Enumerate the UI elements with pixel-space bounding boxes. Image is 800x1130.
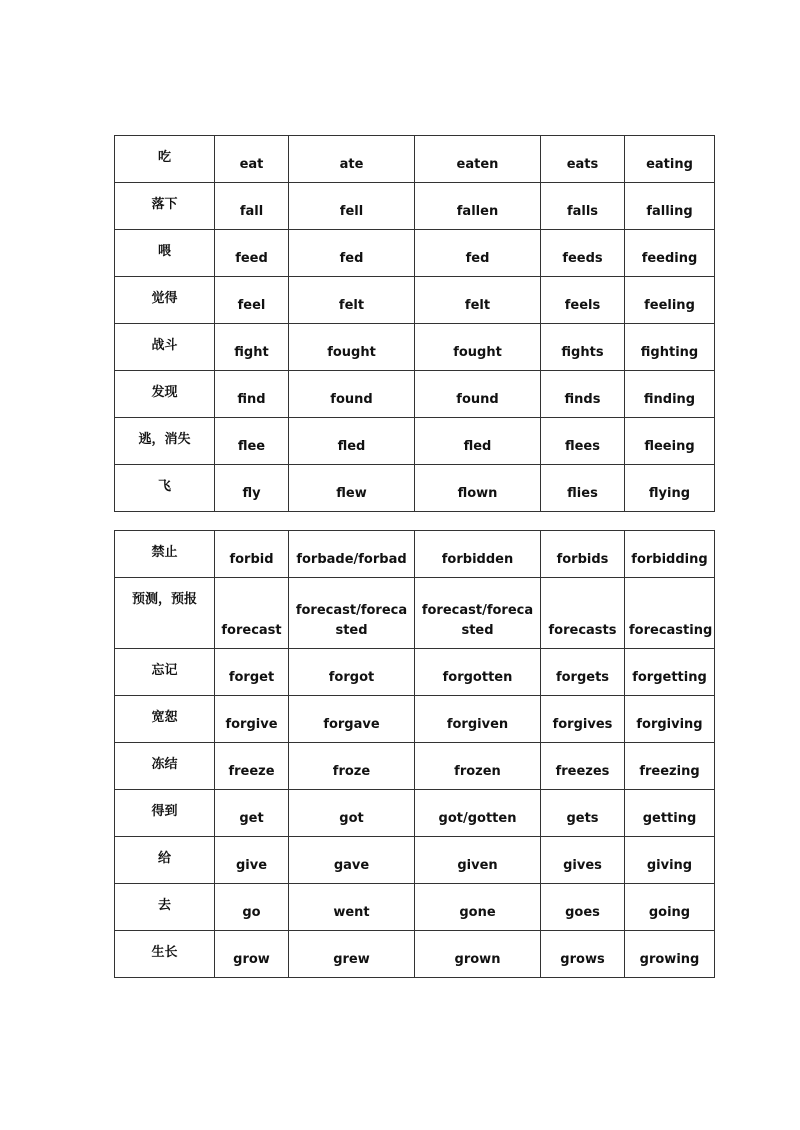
past-participle: forecast/forecasted: [421, 603, 534, 638]
past-participle-cell: [415, 136, 541, 183]
past-form-cell: [289, 696, 415, 743]
past-form: got: [339, 811, 364, 826]
past-form-cell: [289, 743, 415, 790]
meaning-text: 生长: [151, 945, 178, 960]
meaning-cell: [115, 696, 215, 743]
past-participle: forbidden: [441, 552, 514, 567]
ing-form: feeling: [644, 298, 695, 313]
third-person-cell: [541, 183, 625, 230]
ing-form-cell: [625, 465, 715, 512]
third-person-form: flees: [564, 439, 600, 454]
third-person-cell: [541, 884, 625, 931]
past-participle: forgiven: [446, 717, 509, 732]
past-participle: flown: [457, 486, 498, 501]
third-person-cell: [541, 277, 625, 324]
base-form: flee: [237, 439, 266, 454]
past-form: forbade/forbad: [296, 552, 407, 567]
meaning-cell: [115, 324, 215, 371]
third-person-form: eats: [566, 157, 599, 172]
past-form: grew: [333, 952, 370, 967]
ing-form: forecasting: [629, 623, 713, 638]
third-person-form: gets: [566, 811, 599, 826]
past-form: forgave: [323, 717, 380, 732]
ing-form: growing: [639, 952, 700, 967]
past-form: gave: [333, 858, 370, 873]
past-form: felt: [338, 298, 365, 313]
third-person-cell: [541, 371, 625, 418]
ing-form: feeding: [641, 251, 698, 266]
third-person-form: grows: [560, 952, 605, 967]
meaning-cell: [115, 230, 215, 277]
table-row: [115, 371, 715, 418]
third-person-cell: [541, 531, 625, 578]
past-participle-cell: [415, 790, 541, 837]
table-row: [115, 183, 715, 230]
past-form-cell: [289, 837, 415, 884]
meaning-cell: [115, 531, 215, 578]
base-form: feel: [237, 298, 266, 313]
ing-form: giving: [646, 858, 693, 873]
past-participle-cell: [415, 931, 541, 978]
base-form-cell: [215, 277, 289, 324]
past-form-cell: [289, 531, 415, 578]
past-participle-cell: [415, 696, 541, 743]
past-participle: given: [457, 858, 498, 873]
past-participle: fought: [453, 345, 502, 360]
past-participle: felt: [464, 298, 491, 313]
meaning-text: 飞: [157, 479, 171, 494]
base-form-cell: [215, 837, 289, 884]
verb-table-2: [114, 530, 715, 978]
table-row: [115, 578, 715, 649]
table-row: [115, 324, 715, 371]
past-participle-cell: [415, 418, 541, 465]
past-participle: got/gotten: [438, 811, 517, 826]
ing-form: freezing: [639, 764, 700, 779]
past-form: fed: [339, 251, 364, 266]
past-participle: grown: [454, 952, 501, 967]
past-participle: fled: [463, 439, 492, 454]
base-form: forbid: [229, 552, 274, 567]
past-participle: fed: [465, 251, 490, 266]
meaning-cell: [115, 884, 215, 931]
past-participle-cell: [415, 324, 541, 371]
meaning-cell: [115, 578, 215, 649]
past-form-cell: [289, 465, 415, 512]
third-person-form: falls: [566, 204, 599, 219]
past-form: froze: [332, 764, 371, 779]
meaning-cell: [115, 837, 215, 884]
past-form: ate: [339, 157, 364, 172]
past-participle-cell: [415, 277, 541, 324]
meaning-text: 逃，消失: [138, 432, 191, 447]
ing-form: finding: [643, 392, 696, 407]
past-form-cell: [289, 371, 415, 418]
past-form-cell: [289, 578, 415, 649]
past-participle-cell: [415, 183, 541, 230]
table-row: [115, 837, 715, 884]
past-form-cell: [289, 277, 415, 324]
ing-form: falling: [646, 204, 693, 219]
ing-form-cell: [625, 578, 715, 649]
meaning-text: 禁止: [151, 545, 178, 560]
past-form: fell: [339, 204, 364, 219]
base-form-cell: [215, 465, 289, 512]
base-form: freeze: [228, 764, 275, 779]
base-form-cell: [215, 578, 289, 649]
base-form: fight: [234, 345, 269, 360]
base-form-cell: [215, 371, 289, 418]
past-participle: frozen: [454, 764, 501, 779]
ing-form: forgiving: [636, 717, 703, 732]
base-form-cell: [215, 183, 289, 230]
ing-form-cell: [625, 931, 715, 978]
ing-form-cell: [625, 277, 715, 324]
ing-form-cell: [625, 531, 715, 578]
third-person-form: freezes: [555, 764, 610, 779]
past-participle-cell: [415, 743, 541, 790]
table-row: [115, 884, 715, 931]
meaning-text: 忘记: [151, 663, 178, 678]
table-row: [115, 230, 715, 277]
ing-form: getting: [642, 811, 697, 826]
third-person-cell: [541, 696, 625, 743]
table-row: [115, 136, 715, 183]
past-participle-cell: [415, 578, 541, 649]
past-form-cell: [289, 136, 415, 183]
verb-table-1: [114, 135, 715, 512]
third-person-form: forbids: [556, 552, 609, 567]
table-row: [115, 790, 715, 837]
table-row: [115, 418, 715, 465]
third-person-form: feeds: [562, 251, 603, 266]
past-participle: eaten: [456, 157, 499, 172]
third-person-cell: [541, 136, 625, 183]
meaning-cell: [115, 136, 215, 183]
third-person-cell: [541, 230, 625, 277]
base-form: forget: [228, 670, 275, 685]
table-row: [115, 649, 715, 696]
past-form: fled: [337, 439, 366, 454]
ing-form-cell: [625, 418, 715, 465]
past-participle: found: [456, 392, 499, 407]
table-row: [115, 465, 715, 512]
meaning-cell: [115, 790, 215, 837]
table-row: [115, 531, 715, 578]
third-person-form: forecasts: [548, 623, 617, 638]
meaning-text: 得到: [151, 804, 178, 819]
third-person-form: fights: [561, 345, 604, 360]
third-person-cell: [541, 931, 625, 978]
ing-form-cell: [625, 696, 715, 743]
ing-form: going: [648, 905, 691, 920]
past-form: found: [330, 392, 373, 407]
past-participle-cell: [415, 230, 541, 277]
base-form: forecast: [221, 623, 282, 638]
base-form-cell: [215, 418, 289, 465]
past-form-cell: [289, 884, 415, 931]
ing-form: forgetting: [632, 670, 707, 685]
ing-form-cell: [625, 884, 715, 931]
base-form: feed: [235, 251, 268, 266]
ing-form: eating: [646, 157, 693, 172]
third-person-cell: [541, 324, 625, 371]
base-form: eat: [239, 157, 264, 172]
past-form-cell: [289, 418, 415, 465]
past-participle-cell: [415, 531, 541, 578]
meaning-cell: [115, 743, 215, 790]
table-row: [115, 277, 715, 324]
meaning-text: 落下: [151, 197, 178, 212]
past-participle-cell: [415, 884, 541, 931]
meaning-text: 冻结: [151, 757, 178, 772]
third-person-form: forgives: [552, 717, 613, 732]
past-participle-cell: [415, 837, 541, 884]
past-participle: fallen: [456, 204, 499, 219]
base-form: go: [242, 905, 261, 920]
meaning-text: 给: [157, 851, 171, 866]
past-form-cell: [289, 931, 415, 978]
meaning-text: 喂: [157, 244, 171, 259]
past-participle-cell: [415, 465, 541, 512]
past-participle: gone: [459, 905, 496, 920]
third-person-form: flies: [567, 486, 598, 501]
base-form-cell: [215, 931, 289, 978]
meaning-text: 发现: [151, 385, 178, 400]
meaning-text: 去: [157, 898, 171, 913]
base-form: grow: [233, 952, 270, 967]
ing-form-cell: [625, 324, 715, 371]
ing-form-cell: [625, 136, 715, 183]
table-row: [115, 696, 715, 743]
base-form: find: [237, 392, 266, 407]
ing-form: forbidding: [631, 552, 708, 567]
third-person-form: gives: [563, 858, 602, 873]
third-person-form: forgets: [555, 670, 610, 685]
third-person-cell: [541, 465, 625, 512]
meaning-cell: [115, 183, 215, 230]
base-form: fall: [239, 204, 264, 219]
meaning-cell: [115, 931, 215, 978]
base-form-cell: [215, 324, 289, 371]
meaning-cell: [115, 418, 215, 465]
past-form-cell: [289, 183, 415, 230]
base-form-cell: [215, 696, 289, 743]
base-form: forgive: [225, 717, 278, 732]
meaning-cell: [115, 371, 215, 418]
past-participle: forgotten: [442, 670, 513, 685]
past-form: fought: [327, 345, 376, 360]
third-person-form: finds: [564, 392, 601, 407]
ing-form-cell: [625, 743, 715, 790]
meaning-text: 宽恕: [151, 710, 178, 725]
base-form-cell: [215, 136, 289, 183]
past-form-cell: [289, 324, 415, 371]
third-person-cell: [541, 649, 625, 696]
third-person-cell: [541, 743, 625, 790]
meaning-text: 战斗: [151, 338, 178, 353]
base-form-cell: [215, 531, 289, 578]
base-form: fly: [242, 486, 261, 501]
third-person-cell: [541, 790, 625, 837]
ing-form: fleeing: [644, 439, 695, 454]
ing-form-cell: [625, 790, 715, 837]
table-row: [115, 743, 715, 790]
ing-form-cell: [625, 837, 715, 884]
past-participle-cell: [415, 649, 541, 696]
meaning-text: 吃: [157, 150, 171, 165]
meaning-cell: [115, 649, 215, 696]
base-form: give: [235, 858, 268, 873]
past-form: forecast/forecasted: [295, 603, 408, 638]
past-participle-cell: [415, 371, 541, 418]
meaning-cell: [115, 277, 215, 324]
base-form-cell: [215, 230, 289, 277]
meaning-cell: [115, 465, 215, 512]
past-form-cell: [289, 649, 415, 696]
past-form-cell: [289, 790, 415, 837]
base-form-cell: [215, 743, 289, 790]
ing-form: flying: [648, 486, 691, 501]
past-form-cell: [289, 230, 415, 277]
meaning-text: 觉得: [151, 291, 178, 306]
meaning-text: 预测，预报: [131, 592, 197, 607]
third-person-cell: [541, 578, 625, 649]
base-form-cell: [215, 790, 289, 837]
third-person-form: feels: [564, 298, 601, 313]
table-row: [115, 931, 715, 978]
third-person-form: goes: [565, 905, 600, 920]
past-form: went: [333, 905, 370, 920]
past-form: forgot: [328, 670, 375, 685]
ing-form-cell: [625, 371, 715, 418]
third-person-cell: [541, 837, 625, 884]
ing-form: fighting: [640, 345, 699, 360]
ing-form-cell: [625, 230, 715, 277]
past-form: flew: [336, 486, 367, 501]
base-form-cell: [215, 884, 289, 931]
base-form: get: [239, 811, 264, 826]
ing-form-cell: [625, 649, 715, 696]
third-person-cell: [541, 418, 625, 465]
base-form-cell: [215, 649, 289, 696]
ing-form-cell: [625, 183, 715, 230]
